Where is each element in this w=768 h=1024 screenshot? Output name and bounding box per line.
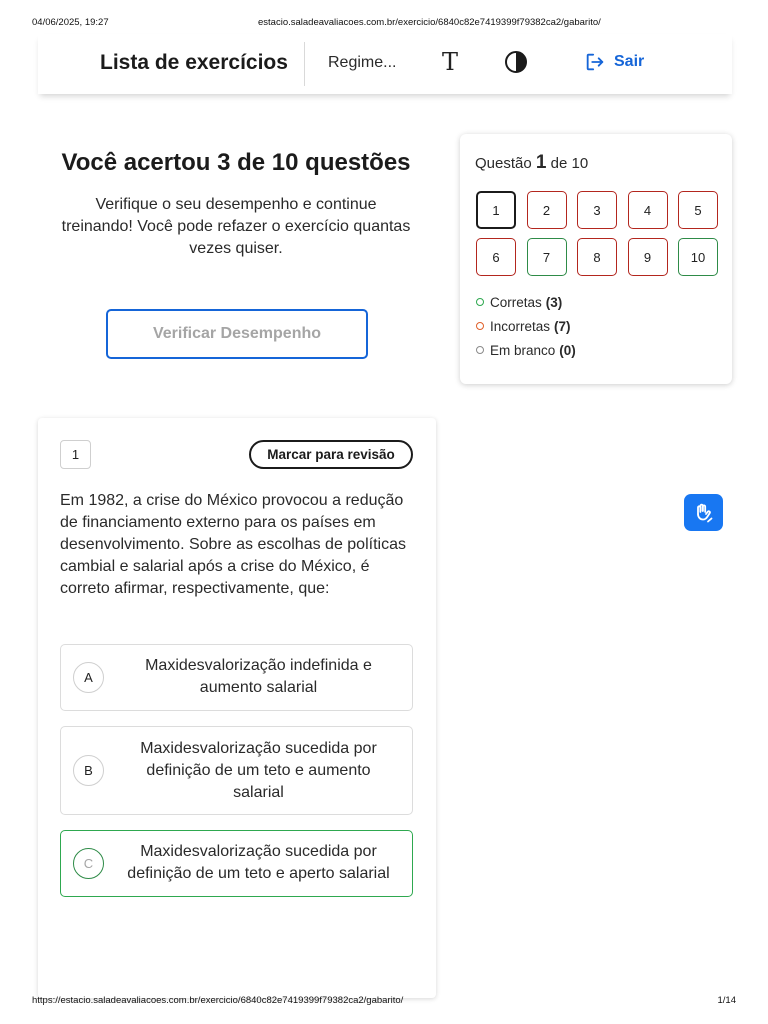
- current-question-number: 1: [535, 152, 547, 173]
- question-nav-item[interactable]: 4: [628, 191, 668, 229]
- question-navigator: [460, 134, 732, 384]
- question-counter: [475, 152, 588, 174]
- legend-item: [476, 290, 576, 314]
- regime-dropdown[interactable]: Regime...: [328, 54, 397, 71]
- question-nav-item[interactable]: 10: [678, 238, 718, 276]
- option-letter: A: [73, 662, 104, 693]
- print-page-number: 1/14: [717, 995, 736, 1006]
- legend-count: (7): [554, 318, 571, 334]
- print-datetime: 04/06/2025, 19:27: [32, 17, 109, 28]
- legend-label: Em branco: [490, 342, 556, 358]
- print-footer-url: https://estacio.saladeavaliacoes.com.br/exercicio/6840c82e7419399f79382ca2/gabarito/: [32, 995, 404, 1006]
- page-title: Lista de exercícios: [100, 51, 288, 74]
- legend-dot-icon: [476, 322, 484, 330]
- legend-label: Incorretas: [490, 318, 551, 334]
- logout-label: Sair: [614, 53, 645, 70]
- legend-item: [476, 338, 576, 362]
- status-legend: [476, 290, 576, 362]
- question-nav-item[interactable]: 6: [476, 238, 516, 276]
- sign-language-accessibility-button[interactable]: [684, 494, 723, 531]
- font-size-button[interactable]: [438, 48, 462, 76]
- legend-dot-icon: [476, 298, 484, 306]
- mark-for-review-button[interactable]: Marcar para revisão: [249, 440, 413, 469]
- question-nav-item[interactable]: 3: [577, 191, 617, 229]
- question-card: [38, 418, 436, 998]
- logout-button[interactable]: [584, 51, 644, 73]
- contrast-icon: [504, 50, 528, 74]
- option-c-correct[interactable]: [60, 830, 413, 897]
- question-nav-item[interactable]: 7: [527, 238, 567, 276]
- logout-icon: [584, 51, 606, 73]
- option-a[interactable]: [60, 644, 413, 711]
- contrast-toggle-button[interactable]: [504, 50, 528, 74]
- question-nav-item[interactable]: 8: [577, 238, 617, 276]
- print-header-url: estacio.saladeavaliacoes.com.br/exercicio/6840c82e7419399f79382ca2/gabarito/: [258, 17, 601, 28]
- question-nav-item[interactable]: 5: [678, 191, 718, 229]
- option-letter: C: [73, 848, 104, 879]
- top-bar: [38, 34, 732, 94]
- hand-sign-language-icon: [692, 501, 716, 525]
- result-description: Verifique o seu desempenho e continue treinando! Você pode refazer o exercício quantas vezes quiser.: [61, 196, 411, 257]
- legend-count: (3): [545, 294, 563, 310]
- question-counter-prefix: Questão: [475, 155, 532, 172]
- question-grid: [476, 191, 719, 276]
- option-letter: B: [73, 755, 104, 786]
- topbar-divider: [304, 42, 305, 86]
- option-text: Maxidesvalorização sucedida por definição de um teto e aperto salarial: [127, 843, 390, 882]
- result-heading: Você acertou 3 de 10 questões: [61, 149, 411, 176]
- option-text: Maxidesvalorização indefinida e aumento salarial: [145, 657, 372, 696]
- verify-performance-button[interactable]: Verificar Desempenho: [106, 309, 368, 359]
- option-text: Maxidesvalorização sucedida por definição de um teto e aumento salarial: [140, 740, 377, 801]
- option-b[interactable]: [60, 726, 413, 815]
- question-nav-item[interactable]: 1: [476, 191, 516, 229]
- question-nav-item[interactable]: 9: [628, 238, 668, 276]
- result-summary: [60, 150, 412, 260]
- legend-dot-icon: [476, 346, 484, 354]
- question-nav-item[interactable]: 2: [527, 191, 567, 229]
- legend-label: Corretas: [490, 294, 542, 310]
- legend-item: [476, 314, 576, 338]
- question-counter-suffix: de 10: [550, 155, 589, 172]
- question-statement: Em 1982, a crise do México provocou a redução de financiamento externo para os países em desenvolvimento. Sobre as escolhas de políticas cambial e salarial após a crise do México, é correto afirmar, respectivamente, que:: [60, 492, 406, 597]
- legend-count: (0): [559, 342, 576, 358]
- question-number-badge: 1: [60, 440, 91, 469]
- text-size-icon: T: [441, 48, 458, 76]
